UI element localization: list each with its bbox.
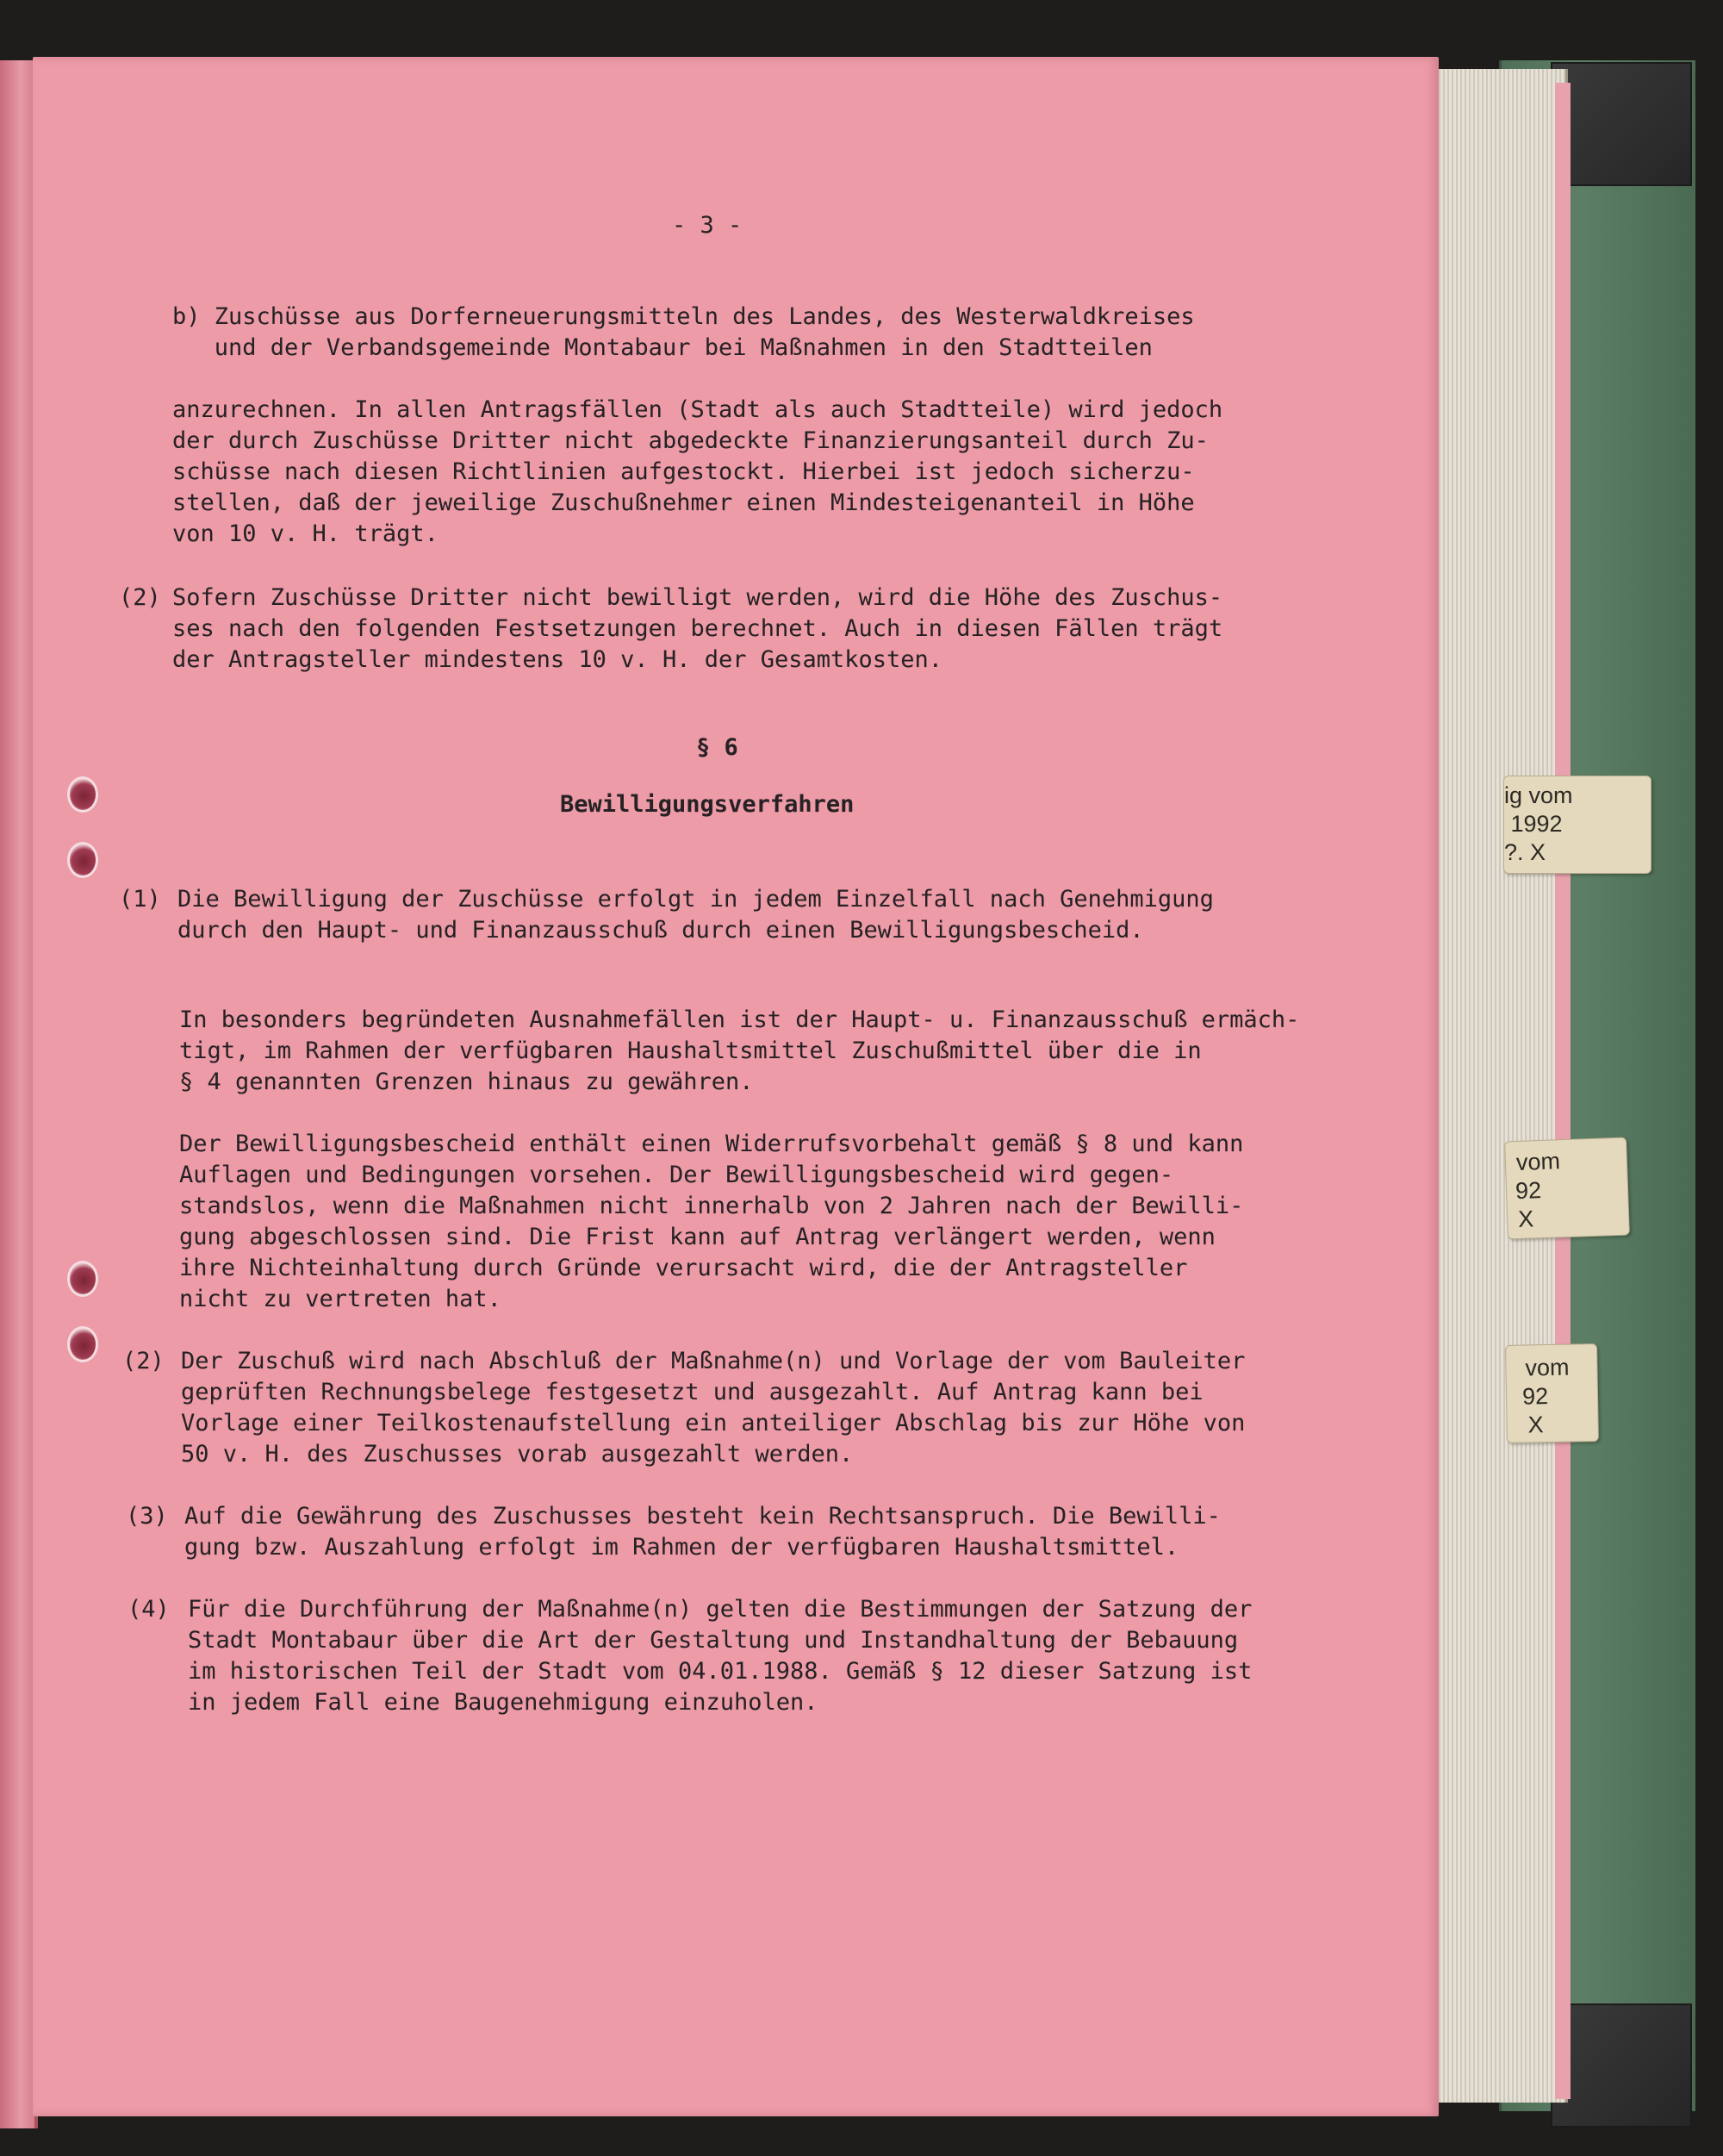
s6-p2-line-3: Vorlage einer Teilkostenaufstellung ein anteiliger Abschlag bis zur Höhe von: [181, 1410, 1246, 1436]
index-tab-1-line-1: ig vom: [1504, 782, 1573, 808]
index-tab-3-line-1: vom: [1525, 1354, 1570, 1381]
s6-p1c-line-2: Auflagen und Bedingungen vorsehen. Der Bewilligungsbescheid wird gegen-: [179, 1162, 1174, 1188]
s6-p1c-line-1: Der Bewilligungsbescheid enthält einen Widerrufsvorbehalt gemäß § 8 und kann: [179, 1131, 1244, 1157]
binder-corner-bottom: [1551, 2003, 1692, 2128]
s6-p1b-line-2: tigt, im Rahmen der verfügbaren Haushaltsmittel Zuschußmittel über die in: [179, 1037, 1202, 1064]
continuation-line-5: von 10 v. H. trägt.: [172, 520, 439, 547]
binder-hole-4: [70, 1329, 96, 1360]
index-tab-3-line-3: X: [1527, 1411, 1544, 1438]
index-tab-1-line-3: ?. X: [1504, 839, 1546, 865]
intro-line-1: b) Zuschüsse aus Dorferneuerungsmitteln des Landes, des Westerwaldkreises: [172, 303, 1195, 330]
index-tab-2-line-1: vom: [1515, 1148, 1561, 1176]
document-page: [33, 57, 1439, 2116]
s6-p1-line-2: durch den Haupt- und Finanzausschuß durch einen Bewilligungsbescheid.: [177, 917, 1144, 944]
page-number: - 3 -: [672, 212, 743, 239]
s6-p1c-line-4: gung abgeschlossen sind. Die Frist kann auf Antrag verlängert werden, wenn: [179, 1224, 1216, 1250]
s6-p3-line-1: Auf die Gewährung des Zuschusses besteht kein Rechtsanspruch. Die Bewilli-: [184, 1503, 1221, 1530]
paragraph-2-number: (2): [119, 584, 161, 611]
binder-hole-2: [70, 844, 96, 875]
index-tab-1[interactable]: [1503, 776, 1651, 874]
binder-corner-top: [1551, 62, 1692, 186]
back-page-strip: [1555, 83, 1571, 2099]
section-title: Bewilligungsverfahren: [560, 791, 855, 818]
continuation-line-1: anzurechnen. In allen Antragsfällen (Stadt als auch Stadtteile) wird jedoch: [172, 396, 1223, 423]
s6-p2-line-2: geprüften Rechnungsbelege festgesetzt und ausgezahlt. Auf Antrag kann bei: [181, 1379, 1204, 1405]
page-stack-edge: [1434, 69, 1568, 2103]
s6-p2-line-1: Der Zuschuß wird nach Abschluß der Maßnahme(n) und Vorlage der vom Bauleiter: [181, 1348, 1246, 1374]
index-tab-2-line-2: 92: [1515, 1177, 1542, 1205]
continuation-line-3: schüsse nach diesen Richtlinien aufgestockt. Hierbei ist jedoch sicherzu-: [172, 458, 1195, 485]
continuation-line-4: stellen, daß der jeweilige Zuschußnehmer einen Mindesteigenanteil in Höhe: [172, 489, 1195, 516]
index-tab-3[interactable]: [1505, 1343, 1599, 1443]
s6-p1-number: (1): [119, 886, 161, 913]
index-tab-1-line-2: 1992: [1504, 811, 1563, 837]
index-tab-2-line-3: X: [1517, 1206, 1534, 1232]
continuation-line-2: der durch Zuschüsse Dritter nicht abgedeckte Finanzierungsanteil durch Zu-: [172, 427, 1209, 454]
paragraph-2-line-2: ses nach den folgenden Festsetzungen berechnet. Auch in diesen Fällen trägt: [172, 615, 1223, 642]
s6-p3-number: (3): [126, 1503, 168, 1530]
s6-p1c-line-6: nicht zu vertreten hat.: [179, 1286, 501, 1312]
binder-hole-1: [70, 779, 96, 810]
s6-p2-number: (2): [122, 1348, 165, 1374]
s6-p1-line-1: Die Bewilligung der Zuschüsse erfolgt in jedem Einzelfall nach Genehmigung: [177, 886, 1214, 913]
index-tab-3-line-2: 92: [1521, 1383, 1549, 1410]
s6-p3-line-2: gung bzw. Auszahlung erfolgt im Rahmen der verfügbaren Haushaltsmittel.: [184, 1534, 1179, 1561]
paragraph-2-line-1: Sofern Zuschüsse Dritter nicht bewilligt werden, wird die Höhe des Zuschus-: [172, 584, 1223, 611]
section-number: § 6: [696, 734, 738, 761]
binder-hole-3: [70, 1263, 96, 1294]
s6-p4-number: (4): [128, 1596, 170, 1623]
paragraph-2-line-3: der Antragsteller mindestens 10 v. H. der Gesamtkosten.: [172, 646, 943, 673]
s6-p1c-line-5: ihre Nichteinhaltung durch Gründe verursacht wird, die der Antragsteller: [179, 1255, 1188, 1281]
s6-p4-line-2: Stadt Montabaur über die Art der Gestaltung und Instandhaltung der Bebauung: [188, 1627, 1239, 1654]
s6-p1b-line-1: In besonders begründeten Ausnahmefällen ist der Haupt- u. Finanzausschuß ermäch-: [179, 1006, 1300, 1033]
s6-p4-line-4: in jedem Fall eine Baugenehmigung einzuholen.: [188, 1689, 818, 1716]
s6-p1b-line-3: § 4 genannten Grenzen hinaus zu gewähren.: [179, 1069, 754, 1095]
s6-p1c-line-3: standslos, wenn die Maßnahmen nicht innerhalb von 2 Jahren nach der Bewilli-: [179, 1193, 1244, 1219]
s6-p4-line-3: im historischen Teil der Stadt vom 04.01.1988. Gemäß § 12 dieser Satzung ist: [188, 1658, 1253, 1685]
index-tab-2[interactable]: [1504, 1137, 1630, 1240]
s6-p2-line-4: 50 v. H. des Zuschusses vorab ausgezahlt werden.: [181, 1441, 854, 1467]
intro-line-2: und der Verbandsgemeinde Montabaur bei Maßnahmen in den Stadtteilen: [172, 334, 1153, 361]
s6-p4-line-1: Für die Durchführung der Maßnahme(n) gelten die Bestimmungen der Satzung der: [188, 1596, 1253, 1623]
